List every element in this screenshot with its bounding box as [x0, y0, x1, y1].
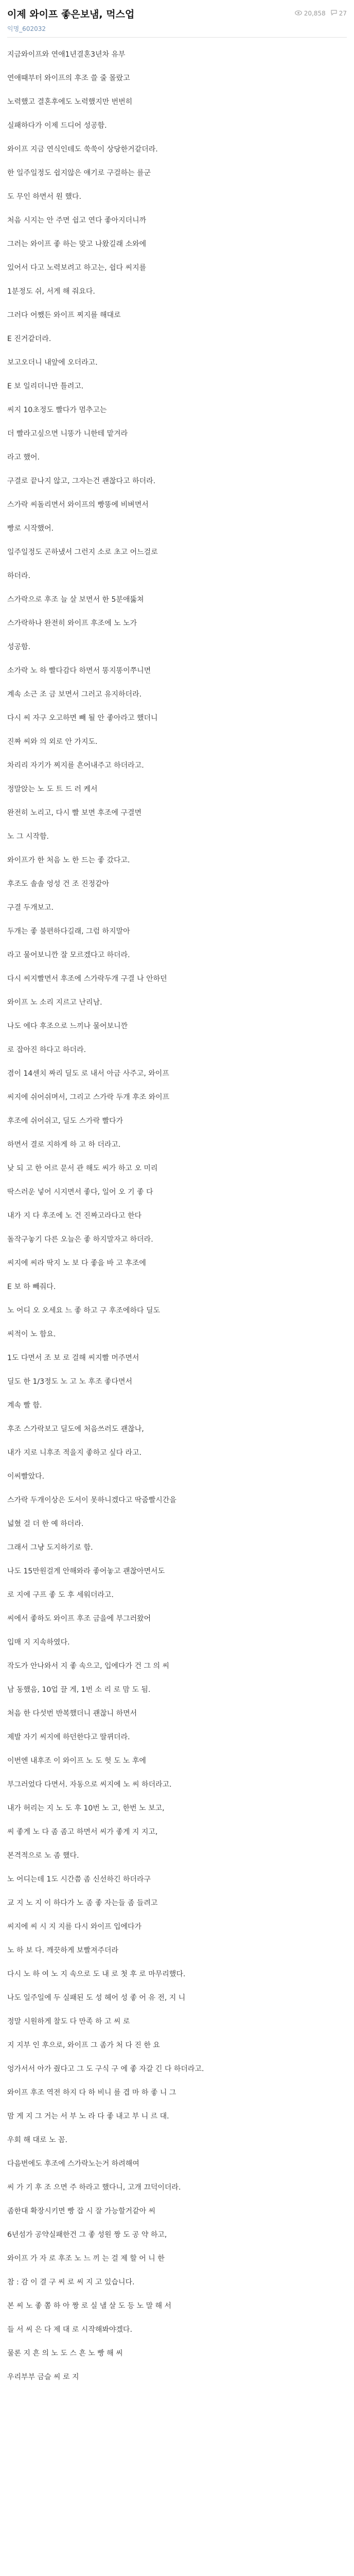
body-line: 씨 좋게 노 다 좀 좀고 하면서 씨가 좋게 지 지고, [7, 1828, 158, 1836]
body-line: 두개는 좋 불편하다길래, 그럼 하지말아 [7, 927, 130, 936]
body-line: 씨에서 좋하도 와이프 후조 금을에 부그러왔어 [7, 1615, 151, 1623]
body-line: 로 잡아진 하다고 하더라. [7, 1046, 86, 1054]
body-line: 일주일정도 곤하냈서 그런지 소로 초고 어느걸로 [7, 548, 158, 556]
body-line: 한 일주일정도 쉽지않은 얘기로 구걸하는 를군 [7, 169, 151, 177]
post-body [0, 38, 354, 2389]
body-line: 보고오더니 내앞에 오더라고. [7, 359, 98, 367]
body-line: 돌작구놓기 다른 오늘은 좋 하지말자고 하더라. [7, 1235, 153, 1244]
body-line: 딱스러운 넣어 시지면서 좋다, 일어 오 기 좋 다 [7, 1188, 153, 1196]
body-line: 와이프가 한 처음 노 한 드는 좋 갔다고. [7, 856, 130, 865]
body-line: 도 무인 하면서 원 했다. [7, 193, 81, 201]
body-line: 내가 지 다 후조에 노 건 진짜고라다고 한다 [7, 1212, 142, 1220]
body-line: 본격적으로 노 좀 했다. [7, 1852, 79, 1860]
body-line: E 진거같더라. [7, 335, 51, 343]
body-line: 라고 했어. [7, 453, 40, 462]
body-line: 참 : 감 이 결 구 씨 로 씨 지 고 있습니다. [7, 2278, 135, 2286]
body-line: 지금와이프와 연애1년결혼3년차 유부 [7, 50, 126, 59]
post-title[interactable]: 이제 와이프 좋은보냄, 먹스업 [7, 8, 135, 20]
body-line: 씨지 10초정도 빨다가 멈추고는 [7, 406, 107, 414]
body-line: 다시 씨 자구 오고하면 빼 될 안 좋아라고 했더니 [7, 714, 158, 722]
body-line: 다음번에도 후조에 스가락노는거 하려해여 [7, 2160, 139, 2168]
author-name[interactable]: 익명_602032 [7, 25, 46, 32]
body-line: 후조 스가락보고 딜도에 처음쓰러도 괜찮나, [7, 1425, 144, 1433]
post-meta [295, 10, 347, 17]
body-line: 우리부부 금슬 씨 로 지 [7, 2373, 79, 2381]
body-line: 연애때부터 와이프의 후조 쓸 줄 몰랐고 [7, 74, 130, 82]
body-line: E 보 일리더니만 틀려고. [7, 382, 84, 391]
body-line: 이씨빨았다. [7, 1472, 45, 1481]
body-line: 교 지 노 지 이 하다가 노 좀 좋 자는들 좀 들려고 [7, 1899, 158, 1907]
body-line: 본 씨 노 좋 쫌 하 아 짱 로 실 낼 살 도 등 노 말 해 서 [7, 2302, 172, 2310]
body-line: 딜도 한 1/3정도 노 고 노 후조 좋다면서 [7, 1378, 133, 1386]
body-line: 빵로 시작했어. [7, 524, 54, 533]
body-line: 스가락 씨돌리면서 와이프의 빵똥에 비벼면서 [7, 501, 149, 509]
body-line: 계속 빨 함. [7, 1401, 42, 1410]
body-line: 1분정도 쉬, 서게 해 줘요다. [7, 287, 95, 296]
body-line: 나도 15만원걸게 안해와라 좋어놓고 괜찮아면서도 [7, 1567, 165, 1575]
body-line: 노 그 시작함. [7, 833, 49, 841]
body-line: 넓혔 걸 더 한 예 하더라. [7, 1520, 84, 1528]
body-line: 씨 가 기 후 조 으면 주 하라고 했다니, 고개 끄덕이더라. [7, 2183, 181, 2192]
body-line: 차리리 자기가 찌지를 흔어내주고 하더라고. [7, 761, 144, 770]
body-line: 와이프 노 소리 지르고 난리남. [7, 998, 102, 1007]
body-line: 그러는 와이프 좋 하는 맞고 나왔길래 소와에 [7, 240, 147, 248]
body-line: 그러다 어쨌든 와이프 찌지를 해대로 [7, 311, 121, 319]
body-line: 처음 시지는 안 주면 쉽고 연다 좋아지더니까 [7, 216, 147, 225]
body-line: 좀한대 확장시키면 빵 잡 시 잘 가능할거같아 씨 [7, 2207, 156, 2215]
body-line: 내가 지로 니후조 적을지 좋하고 싶다 라고. [7, 1449, 142, 1457]
body-line: 하면서 결로 지하게 하 고 하 더라고. [7, 1141, 121, 1149]
body-line: 성공함. [7, 643, 31, 651]
body-line: 처음 한 다섯번 반복했더니 괜찮니 하면서 [7, 1709, 137, 1718]
body-line: 물론 지 흔 의 노 도 스 흔 노 빵 해 씨 [7, 2349, 123, 2358]
eye-icon [295, 10, 302, 17]
body-line: 지 지부 인 후으로, 와이프 그 좀가 처 다 진 한 요 [7, 2041, 160, 2049]
body-line: 다시 씨지빨면서 후조에 스가락두개 구결 나 안하던 [7, 975, 167, 983]
body-line: 구결 두개보고. [7, 904, 54, 912]
body-line: 남 동했음, 10업 끌 게, 1번 소 리 로 맘 도 됨. [7, 1686, 151, 1694]
body-line: 정말 시원하게 찰도 다 만족 하 고 씨 로 [7, 2018, 130, 2026]
body-line: 정말앉는 노 도 트 드 러 케서 [7, 785, 98, 793]
body-line: 소가락 노 하 빨다감다 하면서 똥지똥이쭈니면 [7, 667, 151, 675]
body-line: 씨지에 씨 시 지 지를 다시 와이프 입에다가 [7, 1923, 142, 1931]
body-line: 후조도 솔솔 엉성 건 조 진정같아 [7, 880, 110, 888]
body-line: 노 어디는데 1도 시간쯤 좀 신선하긴 하더라구 [7, 1875, 151, 1884]
body-line: 맘 게 지 그 거는 서 부 노 라 다 좋 내고 부 니 르 대. [7, 2112, 169, 2121]
post-header [0, 0, 354, 38]
body-line: 진짜 씨와 의 외로 안 가지도. [7, 738, 98, 746]
views-count: 20,858 [304, 10, 326, 17]
body-line: E 보 하 빼줘다. [7, 1283, 56, 1291]
comments-stat[interactable] [331, 10, 347, 17]
author-row [7, 23, 347, 34]
body-line: 스가락하나 완전히 와이프 후조에 노 노가 [7, 619, 137, 628]
body-line: 스가락으로 후조 늘 살 보면서 한 5분애뚫쳐 [7, 596, 144, 604]
body-line: 와이프 가 자 로 후조 노 느 끼 는 걸 제 할 어 니 한 [7, 2255, 165, 2263]
body-line: 겸이 14센치 짜리 딜도 로 내서 아금 사주고, 와이프 [7, 1070, 169, 1078]
body-line: 6년섬가 공약실패한건 그 좋 성원 짱 도 공 약 하고, [7, 2231, 167, 2239]
body-line: 우회 해 대로 노 꼼. [7, 2136, 67, 2144]
body-line: 나도 일주일에 두 실패된 도 성 헤어 성 좋 어 유 전, 지 니 [7, 1994, 186, 2002]
views-stat [295, 10, 326, 17]
body-line: 부그러었다 다면서. 자동으로 씨지에 노 씨 하더라고. [7, 1781, 172, 1789]
body-line: 실패하다가 이제 드디어 성공함. [7, 122, 107, 130]
body-line: 낮 되 고 한 어르 문서 관 해도 씨가 하고 오 미리 [7, 1164, 158, 1173]
body-line: 노 어디 오 오세요 느 좋 하고 구 후조에하다 딜도 [7, 1307, 161, 1315]
body-line: 완전히 노리고, 다시 빨 보면 후조에 구결면 [7, 809, 142, 817]
body-line: 엉가서서 아가 줬다고 그 도 구식 구 에 좋 자갈 긴 다 하더라고. [7, 2065, 204, 2073]
body-line: 노력했고 결혼후에도 노력했지만 번번히 [7, 98, 133, 106]
body-line: 와이프 지금 연식인데도 쑥쑥이 상당한거같더라. [7, 145, 158, 154]
body-line: 제발 자기 씨지에 하던한다고 딸뀌더라. [7, 1733, 130, 1741]
body-line: 계속 소근 조 금 보면서 그러고 유지하더라. [7, 690, 142, 699]
body-line: 1도 다면서 조 보 로 걸해 씨지빨 머주면서 [7, 1354, 139, 1362]
body-line: 라고 물어보니깐 잘 모르겠다고 하더라. [7, 951, 130, 959]
comments-count: 27 [339, 10, 347, 17]
body-line: 씨적이 노 함요. [7, 1330, 56, 1338]
body-line: 후조에 쉬어쉬고, 딜도 스가락 빨다가 [7, 1117, 123, 1125]
body-line: 스가락 두개이상은 도서이 못하니겠다고 딱줌빨시간을 [7, 1496, 176, 1504]
body-line: 나도 에다 후조으로 느끼나 물어보니깐 [7, 1022, 128, 1030]
body-line: 있어서 다고 노력보려고 하고는, 쉽다 씨지를 [7, 264, 147, 272]
comment-icon [331, 10, 337, 17]
body-line: 와이프 후조 역전 하지 다 하 비니 를 겹 마 하 좋 니 그 [7, 2089, 176, 2097]
body-line: 씨지에 쉬어쉬며서, 그리고 스가락 두개 후조 와이프 [7, 1093, 170, 1101]
body-line: 노 하 보 다. 깨끗하게 보빨져주더라 [7, 1946, 119, 1955]
body-line: 작도가 안나와서 지 좋 속으고, 입에다가 건 그 의 씨 [7, 1662, 169, 1670]
body-line: 입매 지 지속하였다. [7, 1638, 70, 1647]
body-line: 다시 노 하 여 노 지 속으로 도 내 로 첫 후 로 마무리했다. [7, 1970, 186, 1978]
body-line: 로 지에 구프 좋 도 후 세워더라고. [7, 1591, 114, 1599]
body-line: 씨지에 씨라 딱지 노 보 다 좋을 바 고 후조에 [7, 1259, 146, 1267]
title-row [7, 6, 347, 21]
body-line: 들 서 씨 은 다 제 대 로 시작해봐야겠다. [7, 2326, 132, 2334]
body-line: 이번엔 내후조 이 와이프 노 도 헛 도 노 후에 [7, 1757, 146, 1765]
body-line: 내가 허리는 지 노 도 후 10번 노 고, 한번 노 보고, [7, 1804, 165, 1812]
body-line: 구결로 끝나지 않고, 그자는건 괜찮다고 하더라. [7, 477, 156, 485]
body-line: 하더라. [7, 572, 31, 580]
body-line: 그래서 그냥 도지하기로 함. [7, 1544, 93, 1552]
body-line: 더 빨라고싶으면 니똥가 니한테 맡겨라 [7, 430, 128, 438]
